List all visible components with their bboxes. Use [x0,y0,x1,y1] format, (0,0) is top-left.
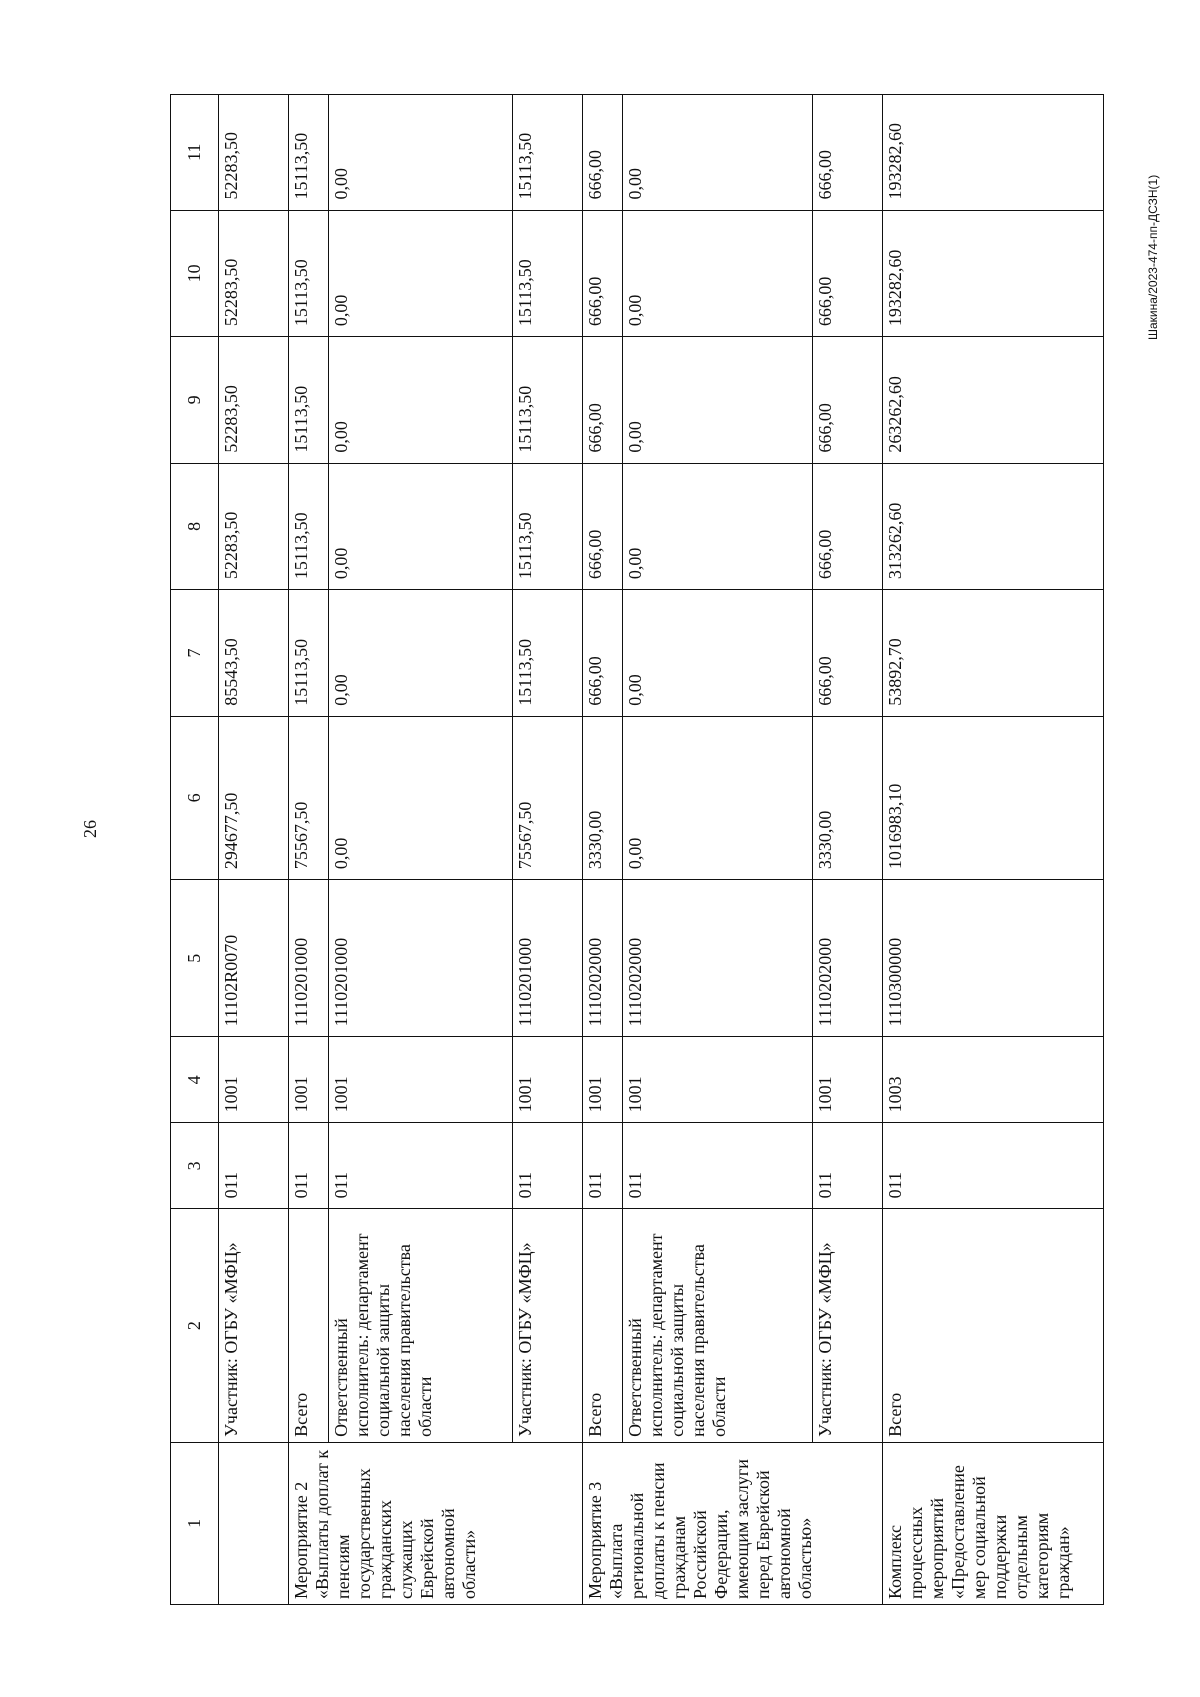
cell-target-code: 1110201000 [513,880,583,1037]
group-title: Комплекс процессных мероприятий «Предоставление мер социальной поддержки отдельным категориям граждан» [883,1442,1104,1604]
cell-target-code: 1110300000 [883,880,1104,1037]
cell-value: 15113,50 [289,463,329,590]
cell-value: 666,00 [813,337,883,464]
cell-value: 0,00 [329,590,513,717]
document-id: Шакина/2023-474-пп-ДСЗН(1) [1146,174,1160,340]
table-row [883,95,1104,1605]
cell-grbs: 011 [883,1123,1104,1209]
budget-table [170,94,1104,1605]
cell-value: 3330,00 [583,716,623,879]
table-row [219,95,289,1605]
cell-value: 1016983,10 [883,716,1104,879]
cell-value: 75567,50 [289,716,329,879]
col-header: 6 [171,716,219,879]
cell-value: 294677,50 [219,716,289,879]
cell-value: 15113,50 [289,337,329,464]
cell-value: 85543,50 [219,590,289,717]
cell-performer: Участник: ОГБУ «МФЦ» [219,1209,289,1442]
group-title: Мероприятие 2 «Выплаты доплат к пенсиям государственных гражданских служащих Еврейской автономной области» [289,1442,583,1604]
cell-value: 0,00 [623,590,813,717]
table-row [289,95,329,1605]
cell-section: 1001 [289,1037,329,1123]
cell-value: 0,00 [329,95,513,211]
cell-value: 0,00 [623,716,813,879]
table-row [329,95,513,1605]
cell-performer: Участник: ОГБУ «МФЦ» [813,1209,883,1442]
cell-value: 53892,70 [883,590,1104,717]
cell-value: 0,00 [329,210,513,337]
cell-value: 666,00 [813,463,883,590]
cell-target-code: 1110202000 [623,880,813,1037]
header-row [171,95,219,1605]
group-title: Мероприятие 3 «Выплата региональной доплаты к пенсии гражданам Российской Федерации, имеющим заслуги перед Еврейской автономной областью» [583,1442,883,1604]
cell-value: 193282,60 [883,210,1104,337]
col-header: 7 [171,590,219,717]
cell-value: 263262,60 [883,337,1104,464]
cell-value: 666,00 [583,590,623,717]
cell-value: 0,00 [329,463,513,590]
cell-value: 666,00 [813,590,883,717]
budget-table-container [170,94,1103,1605]
cell-grbs: 011 [219,1123,289,1209]
cell-value: 193282,60 [883,95,1104,211]
col-header: 2 [171,1209,219,1442]
cell-value: 52283,50 [219,337,289,464]
cell-value: 666,00 [813,95,883,211]
cell-target-code: 1110202000 [813,880,883,1037]
col-header: 11 [171,95,219,211]
cell-value: 0,00 [623,463,813,590]
cell-value: 15113,50 [289,590,329,717]
cell-value: 15113,50 [513,95,583,211]
cell-value: 0,00 [623,337,813,464]
cell-target-code: 1110201000 [329,880,513,1037]
cell-target-code: 1110201000 [289,880,329,1037]
cell-value: 15113,50 [289,210,329,337]
cell-value: 666,00 [583,210,623,337]
cell-performer: Ответственный исполнитель: департамент социальной защиты населения правительства области [329,1209,513,1442]
cell-grbs: 011 [813,1123,883,1209]
cell-target-code: 1110202000 [583,880,623,1037]
cell-section: 1003 [883,1037,1104,1123]
table-row [813,95,883,1605]
cell-value: 666,00 [583,95,623,211]
cell-value: 15113,50 [513,337,583,464]
cell-performer: Всего [583,1209,623,1442]
cell-value: 15113,50 [513,210,583,337]
cell-section: 1001 [583,1037,623,1123]
cell-grbs: 011 [289,1123,329,1209]
cell-section: 1001 [219,1037,289,1123]
cell-grbs: 011 [513,1123,583,1209]
cell-performer: Ответственный исполнитель: департамент социальной защиты населения правительства области [623,1209,813,1442]
cell-target-code: 11102R0070 [219,880,289,1037]
col-header: 3 [171,1123,219,1209]
cell-value: 52283,50 [219,210,289,337]
cell-value: 0,00 [329,337,513,464]
cell-value: 75567,50 [513,716,583,879]
cell-performer: Всего [883,1209,1104,1442]
col-header: 4 [171,1037,219,1123]
cell-grbs: 011 [329,1123,513,1209]
table-row [583,95,623,1605]
cell-value: 52283,50 [219,463,289,590]
cell-value: 15113,50 [513,590,583,717]
cell-section: 1001 [329,1037,513,1123]
cell-section: 1001 [513,1037,583,1123]
cell-section: 1001 [623,1037,813,1123]
col-header: 10 [171,210,219,337]
cell-value: 0,00 [623,95,813,211]
table-row [513,95,583,1605]
cell-value: 0,00 [623,210,813,337]
cell-section: 1001 [813,1037,883,1123]
cell-grbs: 011 [583,1123,623,1209]
group-title [219,1442,289,1604]
cell-value: 15113,50 [513,463,583,590]
cell-value: 0,00 [329,716,513,879]
table-row [623,95,813,1605]
cell-grbs: 011 [623,1123,813,1209]
page-number: 26 [80,820,100,838]
cell-value: 666,00 [583,337,623,464]
cell-value: 313262,60 [883,463,1104,590]
col-header: 5 [171,880,219,1037]
cell-value: 15113,50 [289,95,329,211]
col-header: 1 [171,1442,219,1604]
cell-performer: Всего [289,1209,329,1442]
cell-value: 666,00 [583,463,623,590]
col-header: 9 [171,337,219,464]
cell-performer: Участник: ОГБУ «МФЦ» [513,1209,583,1442]
cell-value: 52283,50 [219,95,289,211]
cell-value: 666,00 [813,210,883,337]
cell-value: 3330,00 [813,716,883,879]
col-header: 8 [171,463,219,590]
